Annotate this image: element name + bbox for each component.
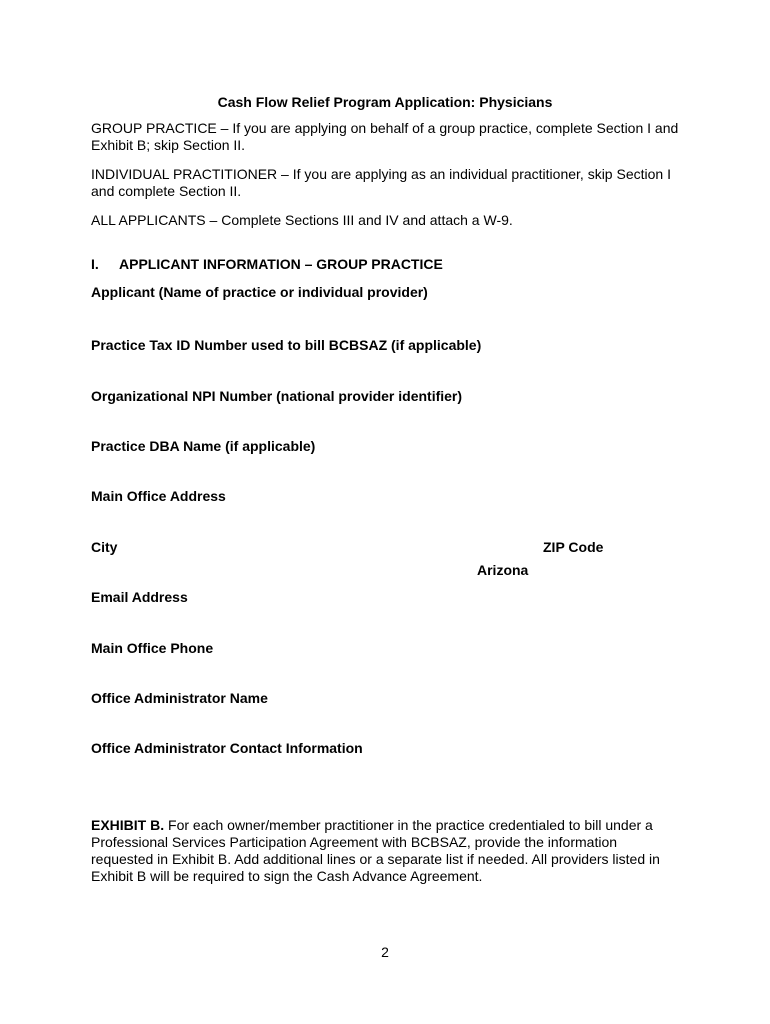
exhibit-b-label: EXHIBIT B.: [91, 817, 165, 833]
field-label-tax-id: Practice Tax ID Number used to bill BCBSAZ (if applicable): [91, 337, 482, 353]
exhibit-b-line-4: Exhibit B will be required to sign the Cash Advance Agreement.: [91, 868, 483, 884]
exhibit-b-line-3: requested in Exhibit B. Add additional lines or a separate list if needed. All providers listed in: [91, 851, 660, 867]
field-label-applicant: Applicant (Name of practice or individual provider): [91, 284, 428, 300]
instruction-group-practice: GROUP PRACTICE – If you are applying on behalf of a group practice, complete Section I and Exhibit B; skip Section II.: [91, 120, 679, 153]
field-label-zip: ZIP Code: [543, 539, 604, 555]
section-title: APPLICANT INFORMATION – GROUP PRACTICE: [119, 256, 443, 272]
exhibit-b-line-1: [91, 817, 653, 834]
exhibit-b-line-2: Professional Services Participation Agreement with BCBSAZ, provide the information: [91, 834, 618, 850]
field-label-address: Main Office Address: [91, 488, 226, 504]
section-number: I.: [91, 256, 99, 272]
document-title: Cash Flow Relief Program Application: Physicians: [217, 94, 553, 110]
field-label-npi: Organizational NPI Number (national provider identifier): [91, 388, 463, 404]
instruction-all-applicants: ALL APPLICANTS – Complete Sections III and IV and attach a W-9.: [91, 212, 513, 228]
instruction-individual-practitioner: INDIVIDUAL PRACTITIONER – If you are applying as an individual practitioner, skip Section I and complete Section II.: [91, 166, 671, 199]
field-label-phone: Main Office Phone: [91, 640, 214, 656]
field-label-admin-name: Office Administrator Name: [91, 690, 268, 706]
field-label-email: Email Address: [91, 589, 188, 605]
field-label-dba: Practice DBA Name (if applicable): [91, 438, 316, 454]
field-label-admin-contact: Office Administrator Contact Information: [91, 740, 363, 756]
field-label-city: City: [91, 539, 118, 555]
exhibit-b-text-1: For each owner/member practitioner in the practice credentialed to bill under a: [164, 817, 653, 833]
page-number: 2: [381, 944, 389, 960]
field-value-state: Arizona: [477, 562, 529, 578]
